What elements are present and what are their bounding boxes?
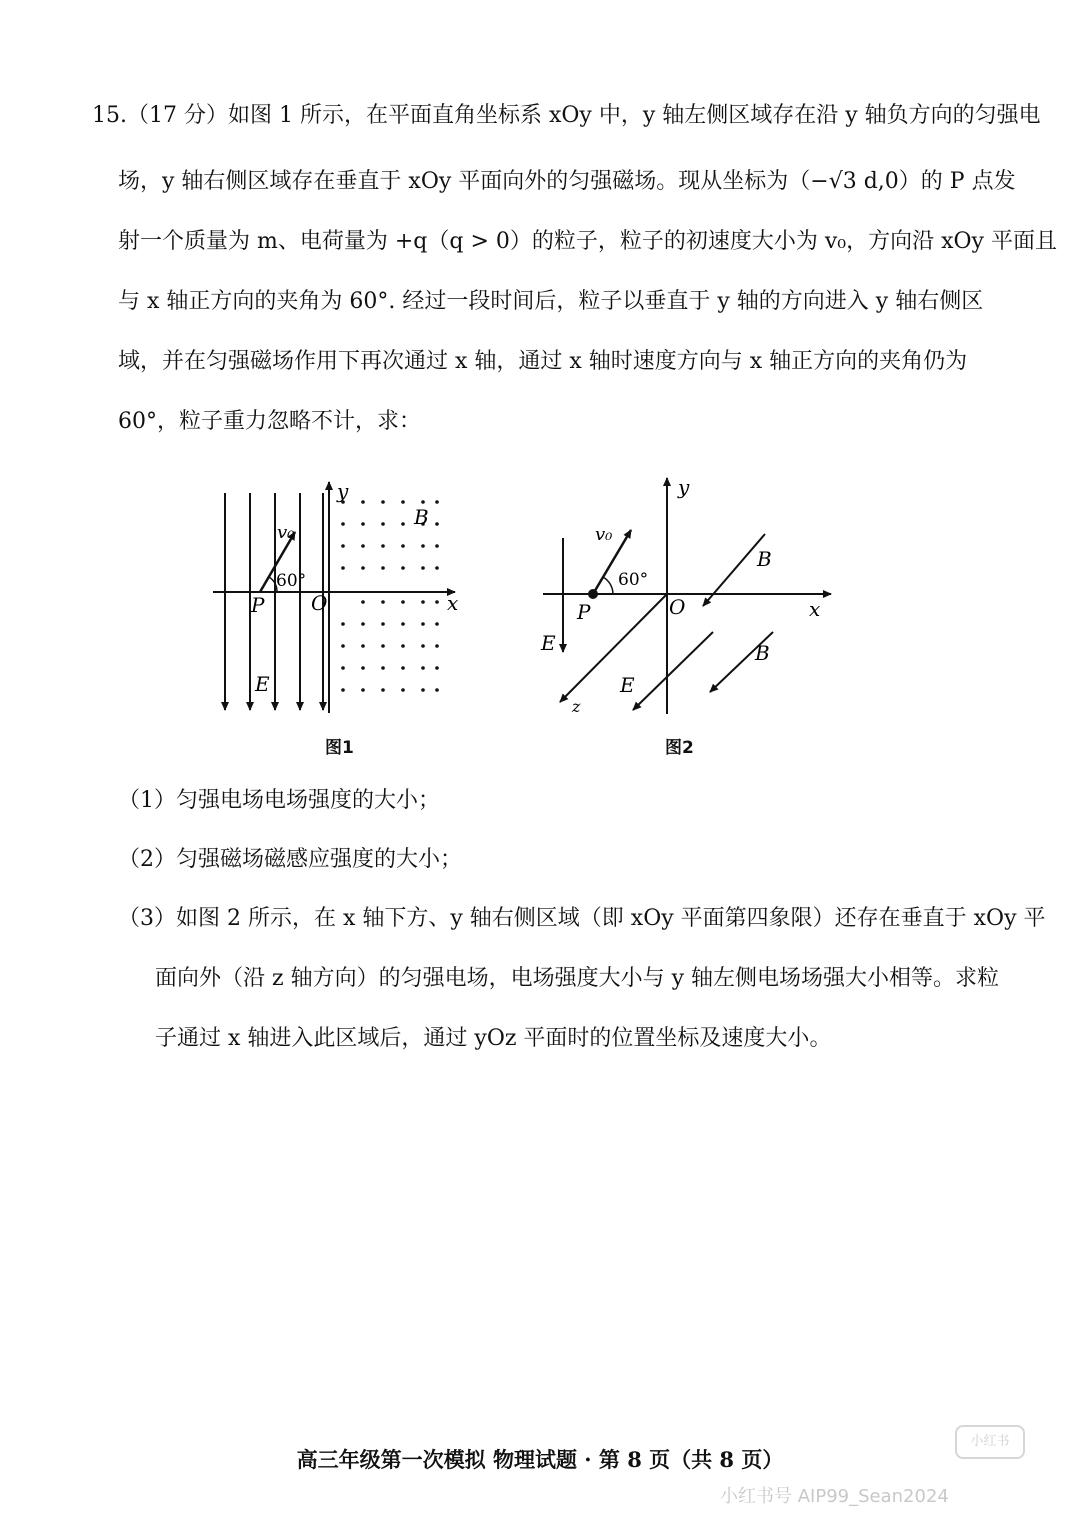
fig1-b-label: B	[414, 505, 429, 529]
sub-question-3-line-3: 子通过 x 轴进入此区域后，通过 yOz 平面时的位置坐标及速度大小。	[155, 1026, 832, 1051]
figure-1-diagram	[205, 478, 475, 718]
fig2-e1-label: E	[541, 631, 556, 655]
page-footer: 高三年级第一次模拟 物理试题 · 第 8 页（共 8 页）	[296, 1447, 784, 1472]
sub-question-3-line-2: 面向外（沿 z 轴方向）的匀强电场，电场强度大小与 y 轴左侧电场场强大小相等。求粒	[155, 966, 999, 991]
problem-line-3: 射一个质量为 m、电荷量为 +q（q > 0）的粒子，粒子的初速度大小为 v₀，方向沿 xOy 平面且	[118, 229, 1057, 254]
fig2-p-label: P	[577, 600, 591, 624]
b-field-arrow	[703, 534, 765, 606]
fig1-y-label: y	[337, 479, 349, 503]
problem-line-1: 15.（17 分）如图 1 所示，在平面直角坐标系 xOy 中，y 轴左侧区域存在沿 y 轴负方向的匀强电	[92, 103, 1041, 128]
fig2-b1-label: B	[757, 547, 772, 571]
fig1-angle-label: 60°	[276, 571, 307, 591]
figure-2-diagram	[535, 472, 845, 722]
figure-2	[535, 472, 845, 722]
fig2-e2-label: E	[620, 673, 635, 697]
fig1-e-label: E	[255, 672, 270, 696]
figure-1	[205, 478, 475, 718]
fig1-p-label: P	[251, 593, 265, 617]
problem-line-5: 域，并在匀强磁场作用下再次通过 x 轴，通过 x 轴时速度方向与 x 轴正方向的夹角仍为	[118, 349, 968, 374]
angle-arc	[603, 577, 613, 594]
fig2-y-label: y	[678, 475, 690, 499]
fig2-v0-label: v₀	[595, 524, 613, 545]
e-field-arrow-2	[633, 632, 713, 710]
fig2-origin-label: O	[669, 595, 686, 619]
fig2-x-label: x	[809, 597, 821, 621]
fig2-b2-label: B	[755, 641, 770, 665]
figure-2-caption: 图2	[665, 738, 694, 758]
fig1-v0-label: v₀	[277, 522, 295, 543]
watermark-logo: 小红书	[955, 1425, 1025, 1459]
sub-question-1: （1）匀强电场电场强度的大小；	[118, 788, 440, 813]
sub-question-2: （2）匀强磁场磁感应强度的大小；	[118, 847, 462, 872]
watermark-text: 小红书号 AIP99_Sean2024	[720, 1486, 949, 1507]
sub-question-3-line-1: （3）如图 2 所示，在 x 轴下方、y 轴右侧区域（即 xOy 平面第四象限）还存在垂直于 xOy 平	[118, 906, 1046, 931]
fig2-z-label: z	[572, 697, 581, 716]
fig1-x-label: x	[447, 591, 459, 615]
problem-line-4: 与 x 轴正方向的夹角为 60°. 经过一段时间后，粒子以垂直于 y 轴的方向进入 y 轴右侧区	[118, 289, 984, 314]
figure-1-caption: 图1	[325, 738, 354, 758]
problem-line-2: 场，y 轴右侧区域存在垂直于 xOy 平面向外的匀强磁场。现从坐标为（−√3 d,0）的 P 点发	[118, 169, 1016, 194]
fig1-origin-label: O	[311, 591, 328, 615]
problem-line-6: 60°，粒子重力忽略不计，求：	[118, 409, 421, 434]
fig2-angle-label: 60°	[618, 570, 649, 590]
